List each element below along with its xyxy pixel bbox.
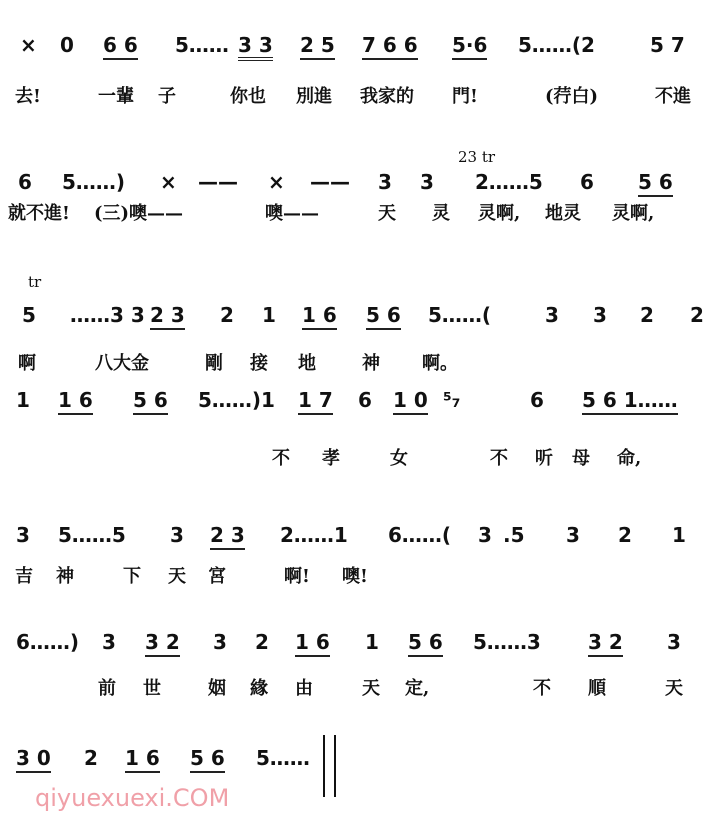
note-group: 3 0: [16, 748, 51, 773]
lyric: 由: [295, 678, 313, 699]
note-group: 6: [358, 388, 372, 412]
lyric: 地: [298, 353, 316, 374]
lyric: 定,: [405, 678, 430, 699]
note-group: 5……(: [428, 303, 492, 327]
note-group: 3: [170, 523, 184, 547]
note-group: 3: [545, 303, 559, 327]
lyric: 緣: [250, 678, 268, 699]
note-group: 5 6 1……: [582, 390, 678, 415]
lyric: 去!: [15, 86, 41, 107]
lyric: 剛: [205, 353, 223, 374]
lyric: 不: [272, 448, 290, 469]
note-group: 2……1: [280, 523, 348, 547]
ornament-mark: 23 tr: [458, 148, 496, 166]
note-group: 3: [478, 523, 492, 547]
watermark: qiyuexuexi.COM: [35, 784, 230, 812]
note-group: 5 6: [408, 632, 443, 657]
lyric: 灵啊,: [612, 203, 655, 224]
note-group: ×: [268, 170, 285, 194]
note-group: 5 7: [650, 33, 685, 57]
note-group: ——: [198, 170, 238, 194]
note-group: 3 3: [238, 35, 273, 61]
note-group: 1 6: [302, 305, 337, 330]
note-group: 5……: [175, 33, 229, 57]
note-group: 5 6: [190, 748, 225, 773]
note-group: 6……): [16, 630, 80, 654]
lyric: 不進: [655, 86, 691, 107]
note-group: 6 6: [103, 35, 138, 60]
lyric: 噢——: [265, 203, 319, 224]
note-group: 2: [640, 303, 654, 327]
lyric: 天: [665, 678, 683, 699]
lyric: 噢!: [342, 566, 368, 587]
lyric: 一輩: [98, 86, 134, 107]
note-group: 3: [593, 303, 607, 327]
lyric: 女: [390, 448, 408, 469]
note-group: ⁵₇: [443, 388, 461, 412]
note-group: ×: [20, 33, 37, 57]
ornament-mark: tr: [28, 273, 42, 291]
note-group: 6: [530, 388, 544, 412]
lyric: 啊。: [422, 353, 458, 374]
note-group: .5: [503, 523, 525, 547]
lyric: 我家的: [360, 86, 414, 107]
lyric: 地灵: [545, 203, 581, 224]
lyric: 啊!: [284, 566, 310, 587]
lyric: 天: [378, 203, 396, 224]
note-group: ——: [310, 170, 350, 194]
note-group: 5: [22, 303, 36, 327]
note-group: 1: [16, 388, 30, 412]
note-group: 2 3: [150, 305, 185, 330]
lyric: 神: [56, 566, 74, 587]
note-group: 2: [220, 303, 234, 327]
note-group: 2: [84, 746, 98, 770]
lyric: 不: [533, 678, 551, 699]
note-group: 3: [102, 630, 116, 654]
lyric: (荇白): [545, 86, 599, 107]
lyric: 听: [535, 448, 553, 469]
note-group: 3 2: [588, 632, 623, 657]
note-group: 2 3: [210, 525, 245, 550]
lyric: 別進: [296, 86, 332, 107]
note-group: 1: [672, 523, 686, 547]
note-group: 5 6: [366, 305, 401, 330]
note-group: 7 6 6: [362, 35, 418, 60]
lyric: 不: [490, 448, 508, 469]
note-group: 3: [213, 630, 227, 654]
note-group: 3: [420, 170, 434, 194]
lyric: 灵: [432, 203, 450, 224]
lyric: 天: [362, 678, 380, 699]
final-barline: [323, 735, 336, 797]
note-group: 1: [365, 630, 379, 654]
note-group: 1: [262, 303, 276, 327]
note-group: 3: [566, 523, 580, 547]
note-group: 2……5: [475, 170, 543, 194]
lyric: 你也: [230, 86, 266, 107]
lyric: 八大金: [95, 353, 149, 374]
lyric: 接: [250, 353, 268, 374]
note-group: 1 6: [295, 632, 330, 657]
note-group: 5……): [62, 170, 126, 194]
lyric: 啊: [18, 353, 36, 374]
lyric: 就不進!: [8, 203, 70, 224]
lyric: 門!: [452, 86, 478, 107]
lyric: 世: [143, 678, 161, 699]
note-group: 1 7: [298, 390, 333, 415]
note-group: 1 6: [125, 748, 160, 773]
note-group: 5……3: [473, 630, 541, 654]
note-group: 6……(: [388, 523, 452, 547]
lyric: 姻: [208, 678, 226, 699]
lyric: 灵啊,: [478, 203, 521, 224]
lyric: 神: [362, 353, 380, 374]
note-group: 3 2: [145, 632, 180, 657]
note-group: 0: [60, 33, 74, 57]
note-group: 2 5: [300, 35, 335, 60]
note-group: 3: [667, 630, 681, 654]
note-group: 6: [580, 170, 594, 194]
lyric: 天: [168, 566, 186, 587]
note-group: 2: [690, 303, 704, 327]
lyric: 吉: [15, 566, 33, 587]
note-group: 6: [18, 170, 32, 194]
note-group: 5·6: [452, 35, 487, 60]
lyric: 命,: [617, 448, 642, 469]
note-group: 5 6: [638, 172, 673, 197]
note-group: 5……(2: [518, 33, 595, 57]
note-group: ……3 3: [70, 303, 145, 327]
note-group: 1 6: [58, 390, 93, 415]
note-group: 3: [378, 170, 392, 194]
note-group: 2: [255, 630, 269, 654]
lyric: 孝: [322, 448, 340, 469]
note-group: 5……: [256, 746, 310, 770]
note-group: 1 0: [393, 390, 428, 415]
lyric: 母: [572, 448, 590, 469]
note-group: ×: [160, 170, 177, 194]
note-group: 5……5: [58, 523, 126, 547]
lyric: 宮: [208, 566, 226, 587]
lyric: 子: [158, 86, 176, 107]
note-group: 5 6: [133, 390, 168, 415]
note-group: 3: [16, 523, 30, 547]
note-group: 5……)1: [198, 388, 275, 412]
lyric: 順: [588, 678, 606, 699]
note-group: 2: [618, 523, 632, 547]
lyric: (三)噢——: [94, 203, 184, 224]
lyric: 下: [123, 566, 141, 587]
lyric: 前: [98, 678, 116, 699]
